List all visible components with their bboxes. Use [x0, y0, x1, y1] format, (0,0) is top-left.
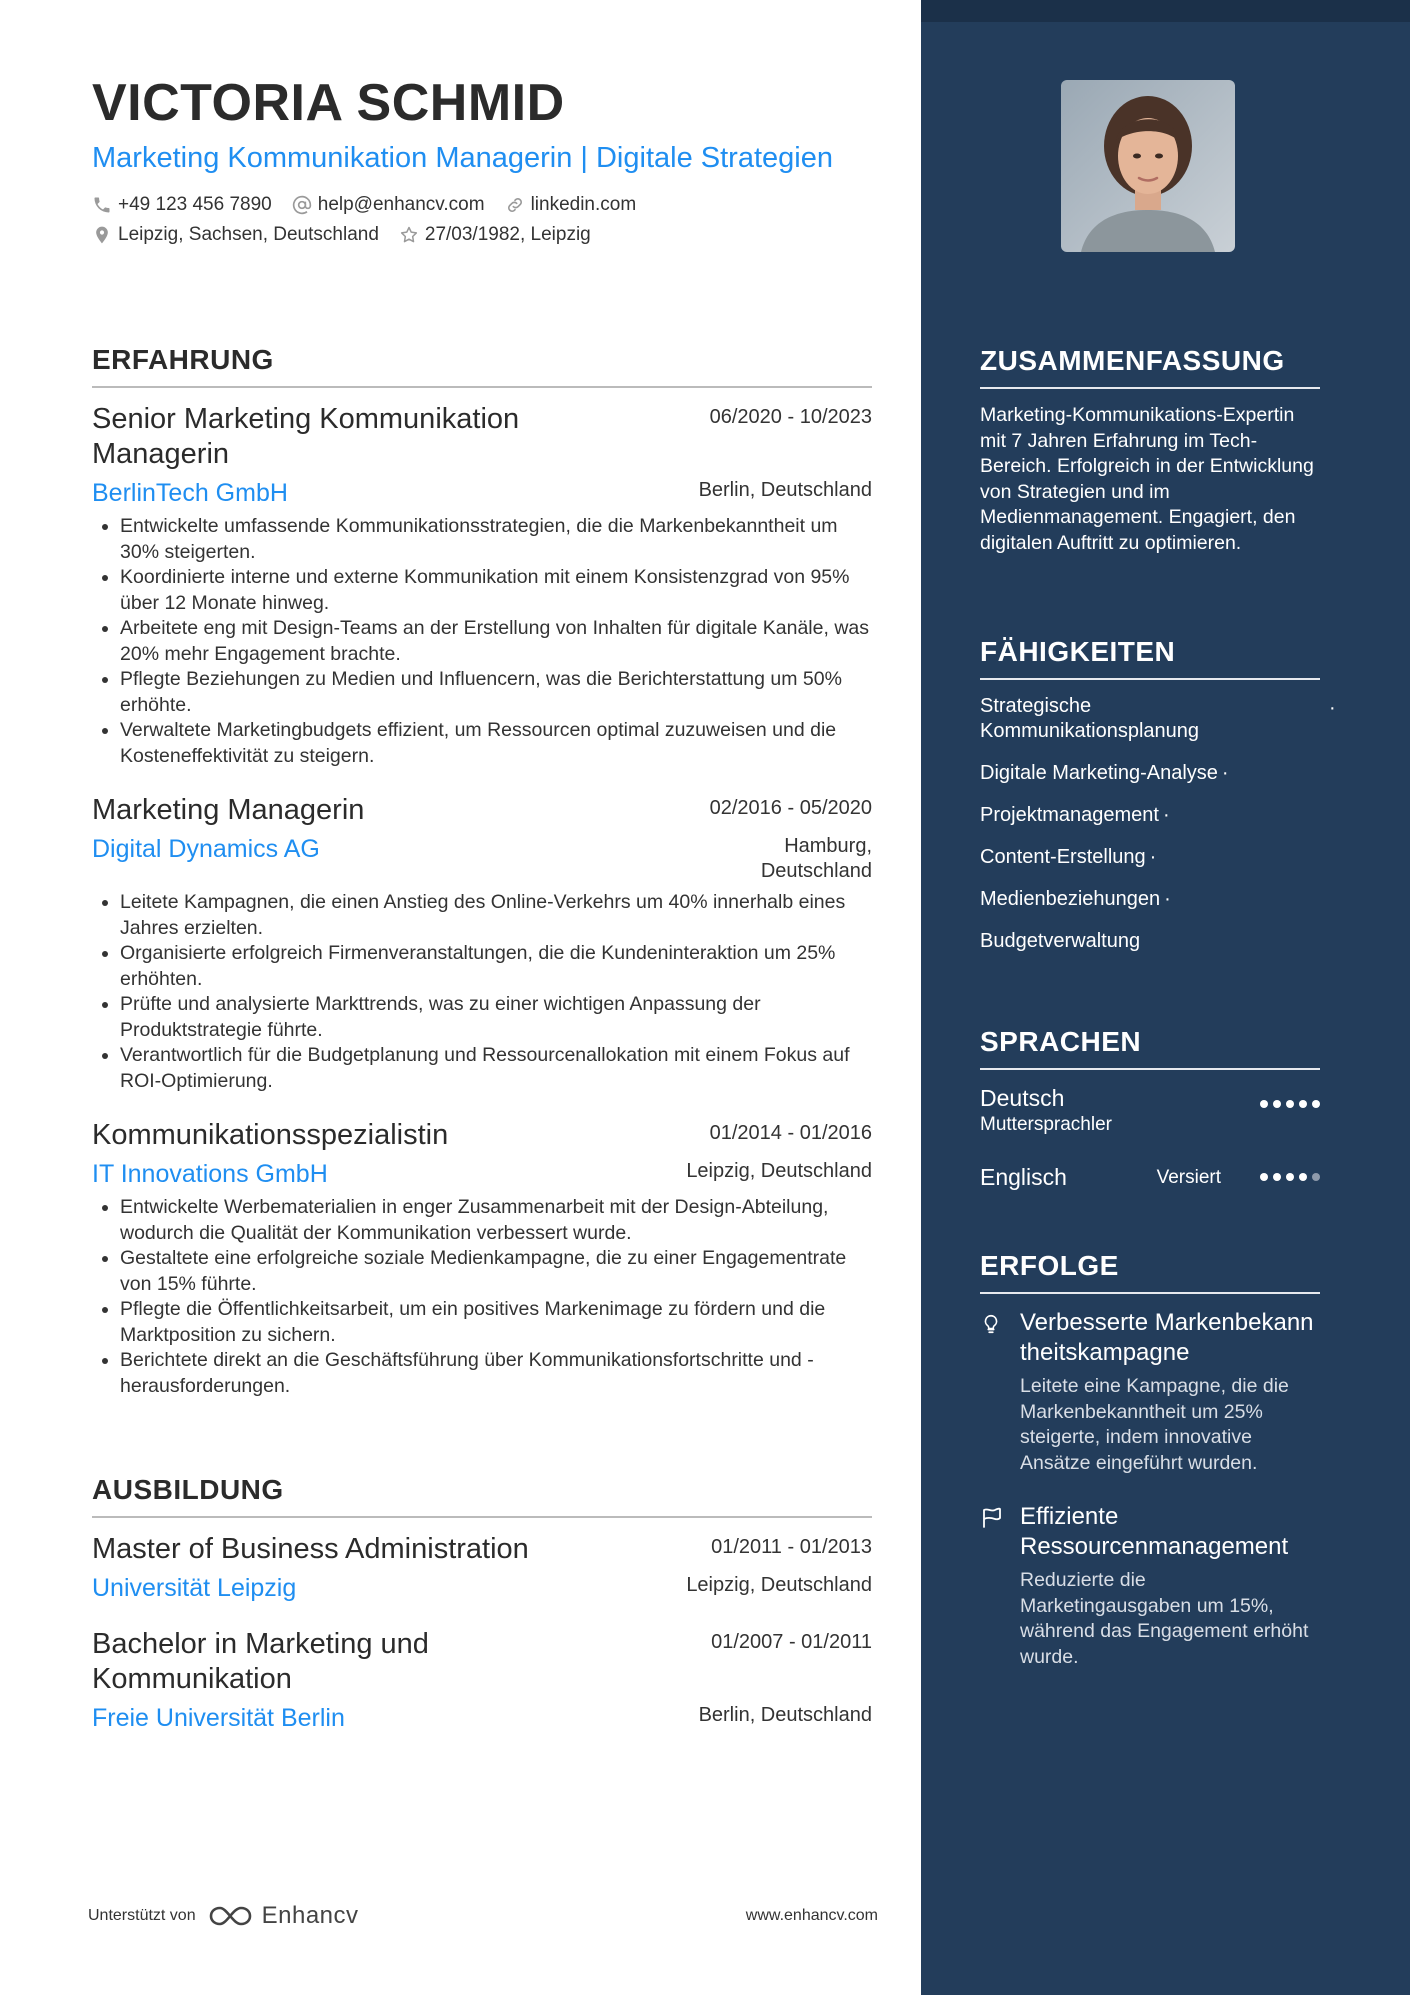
location-pin-icon: [92, 225, 112, 245]
education-location: Berlin, Deutschland: [698, 1704, 872, 1726]
rating-dot-filled: [1260, 1173, 1268, 1181]
education-entry: [92, 1532, 872, 1603]
rating-dot-empty: [1312, 1173, 1320, 1181]
email-text: help@enhancv.com: [317, 194, 485, 215]
bullet-item: • Arbeitete eng mit Design-Teams an der Erstellung von Inhalten für digitale Kanäle, was 20% mehr Engagement brachte.: [120, 616, 872, 667]
skill-label: Content-Erstellung: [980, 846, 1146, 868]
job-location: Leipzig, Deutschland: [686, 1160, 872, 1182]
experience-section: [92, 344, 872, 1399]
rating-dot-filled: [1260, 1100, 1268, 1108]
job-location: Berlin, Deutschland: [698, 479, 872, 501]
bullet-item: • Pflegte Beziehungen zu Medien und Influencern, was die Berichterstattung um 50% erhöhte.: [120, 667, 872, 718]
skills-section: [980, 636, 1336, 971]
skill-item: Content-Erstellung ·: [980, 846, 1157, 868]
location-text: Leipzig, Sachsen, Deutschland: [118, 224, 379, 245]
linkedin-contact[interactable]: [505, 194, 637, 216]
footer: [88, 1902, 878, 1930]
education-dates: 01/2011 - 01/2013: [711, 1536, 872, 1558]
flag-icon: [980, 1506, 1004, 1530]
languages-title: SPRACHEN: [980, 1026, 1320, 1070]
phone-icon: [92, 195, 112, 215]
summary-text: Marketing-Kommunikations-Expertin mit 7 Jahren Erfahrung im Tech-Bereich. Erfolgreich in der Entwicklung von Strategien und im Medienmanagement. Engagiert, den digitalen Auftritt zu optimieren.: [980, 404, 1314, 554]
education-location: Leipzig, Deutschland: [686, 1574, 872, 1596]
experience-entry: [92, 793, 872, 1094]
company-name: IT Innovations GmbH: [92, 1160, 328, 1188]
bullet-item: • Koordinierte interne und externe Kommunikation mit einem Konsistenzgrad von 95% über 12 Monate hinweg.: [120, 565, 872, 616]
at-icon: [292, 195, 312, 215]
bullet-item: • Leitete Kampagnen, die einen Anstieg des Online-Verkehrs um 40% innerhalb eines Jahres erzielten.: [120, 890, 872, 941]
infinity-logo-icon: [208, 1904, 254, 1928]
skill-item: Strategische Kommunikationsplanung ·: [980, 695, 1336, 742]
rating-dot-filled: [1273, 1173, 1281, 1181]
school-name: Universität Leipzig: [92, 1574, 297, 1602]
enhancv-logo[interactable]: [208, 1902, 359, 1930]
location-contact: [92, 224, 379, 246]
phone-contact[interactable]: [92, 194, 272, 216]
job-dates: 01/2014 - 01/2016: [709, 1122, 872, 1144]
birth-text: 27/03/1982, Leipzig: [424, 224, 591, 245]
brand-name: Enhancv: [261, 1902, 359, 1929]
degree-title: Bachelor in Marketing und Kommunikation: [92, 1628, 429, 1695]
bullet-item: • Prüfte und analysierte Markttrends, was zu einer wichtigen Anpassung der Produktstrategie führte.: [120, 992, 872, 1043]
skill-item: Digitale Marketing-Analyse ·: [980, 762, 1229, 784]
summary-title: ZUSAMMENFASSUNG: [980, 345, 1320, 389]
achievements-title: ERFOLGE: [980, 1250, 1320, 1294]
profile-photo: [1061, 80, 1235, 252]
languages-section: [980, 1026, 1320, 1191]
bullet-item: • Berichtete direkt an die Geschäftsführung über Kommunikationsfortschritte und -herausforderungen.: [120, 1348, 872, 1399]
skill-label: Medienbeziehungen: [980, 888, 1161, 910]
language-rating: [1255, 1100, 1320, 1108]
experience-entry: [92, 1118, 872, 1399]
job-title: Senior Marketing Kommunikation Managerin: [92, 403, 520, 470]
skill-item: Projektmanagement ·: [980, 804, 1170, 826]
skill-label: Strategische Kommunikationsplanung: [980, 695, 1200, 742]
rating-dot-filled: [1299, 1173, 1307, 1181]
rating-dot-filled: [1286, 1173, 1294, 1181]
language-level: Versiert: [1156, 1166, 1221, 1188]
headline: Marketing Kommunikation Managerin | Digitale Strategien: [92, 142, 833, 174]
bullet-item: • Entwickelte umfassende Kommunikationsstrategien, die die Markenbekanntheit um 30% steigerten.: [120, 514, 872, 565]
main-column: [92, 72, 872, 1732]
language-rating: [1255, 1173, 1320, 1181]
contact-info: [92, 190, 872, 250]
job-location: Hamburg, Deutschland: [760, 835, 872, 882]
language-item: [980, 1163, 1320, 1191]
job-bullets: [92, 890, 872, 1094]
skills-list: [980, 694, 1336, 954]
skill-label: Projektmanagement: [980, 804, 1159, 826]
skill-item: [980, 929, 1320, 954]
job-dates: 02/2016 - 05/2020: [709, 797, 872, 819]
achievement-title: Effiziente Ressourcenmanagement: [1020, 1503, 1289, 1560]
phone-text: +49 123 456 7890: [118, 194, 272, 215]
skills-title: FÄHIGKEITEN: [980, 636, 1320, 680]
job-title: Marketing Managerin: [92, 794, 365, 826]
language-item: [980, 1084, 1320, 1137]
sidebar: [921, 0, 1410, 1995]
job-title: Kommunikationsspezialistin: [92, 1119, 449, 1151]
star-icon: [399, 225, 419, 245]
achievements-section: [980, 1250, 1320, 1670]
education-section: [92, 1474, 872, 1733]
summary-section: [980, 345, 1320, 556]
job-dates: 06/2020 - 10/2023: [709, 406, 872, 428]
bullet-item: • Entwickelte Werbematerialien in enger Zusammenarbeit mit der Design-Abteilung, wodurch die Qualität der Kommunikation verbessert wurde.: [120, 1195, 872, 1246]
skill-label: Budgetverwaltung: [980, 930, 1141, 952]
education-title: AUSBILDUNG: [92, 1474, 872, 1518]
bullet-item: • Pflegte die Öffentlichkeitsarbeit, um ein positives Markenimage zu fördern und die Marktposition zu sichern.: [120, 1297, 872, 1348]
skill-label: Digitale Marketing-Analyse: [980, 762, 1218, 784]
bullet-item: • Verwaltete Marketingbudgets effizient, um Ressourcen optimal zuzuweisen und die Kosteneffektivität zu steigern.: [120, 718, 872, 769]
language-name: Deutsch: [980, 1085, 1065, 1111]
company-name: Digital Dynamics AG: [92, 835, 320, 863]
bullet-item: • Verantwortlich für die Budgetplanung und Ressourcenallokation mit einem Fokus auf ROI-Optimierung.: [120, 1043, 872, 1094]
company-name: BerlinTech GmbH: [92, 479, 288, 507]
achievement-text: Reduzierte die Marketingausgaben um 15%, während das Engagement erhöht wurde.: [1020, 1569, 1309, 1668]
birth-contact: [399, 224, 591, 246]
experience-title: ERFAHRUNG: [92, 344, 872, 388]
job-bullets: [92, 514, 872, 769]
bullet-item: • Gestaltete eine erfolgreiche soziale Medienkampagne, die zu einer Engagementrate von 15% führte.: [120, 1246, 872, 1297]
experience-entry: [92, 402, 872, 769]
skill-item: Medienbeziehungen ·: [980, 888, 1171, 910]
job-bullets: [92, 1195, 872, 1399]
achievement-text: Leitete eine Kampagne, die die Markenbekanntheit um 25% steigerte, indem innovative Ansätze eingeführt wurden.: [1020, 1375, 1289, 1474]
school-name: Freie Universität Berlin: [92, 1704, 345, 1732]
education-entry: [92, 1627, 872, 1733]
candidate-name: VICTORIA SCHMID: [92, 74, 565, 132]
education-dates: 01/2007 - 01/2011: [711, 1631, 872, 1653]
bullet-item: • Organisierte erfolgreich Firmenveranstaltungen, die die Kundeninteraktion um 25% erhöhten.: [120, 941, 872, 992]
sidebar-top-bar: [921, 0, 1410, 22]
email-contact[interactable]: [292, 194, 485, 216]
lightbulb-icon: [980, 1312, 1002, 1336]
language-level: Muttersprachler: [980, 1114, 1112, 1135]
powered-by: [88, 1902, 359, 1930]
achievement-item: [980, 1502, 1320, 1670]
powered-by-label: Unterstützt von: [88, 1907, 196, 1924]
achievement-title: Verbesserte Markenbekanntheitskampagne: [1020, 1309, 1314, 1366]
rating-dot-filled: [1312, 1100, 1320, 1108]
footer-url[interactable]: www.enhancv.com: [745, 1907, 878, 1924]
link-icon: [505, 195, 525, 215]
rating-dot-filled: [1286, 1100, 1294, 1108]
rating-dot-filled: [1299, 1100, 1307, 1108]
linkedin-text: linkedin.com: [530, 194, 637, 215]
achievement-item: [980, 1308, 1320, 1476]
rating-dot-filled: [1273, 1100, 1281, 1108]
language-name: Englisch: [980, 1164, 1067, 1190]
degree-title: Master of Business Administration: [92, 1533, 529, 1565]
